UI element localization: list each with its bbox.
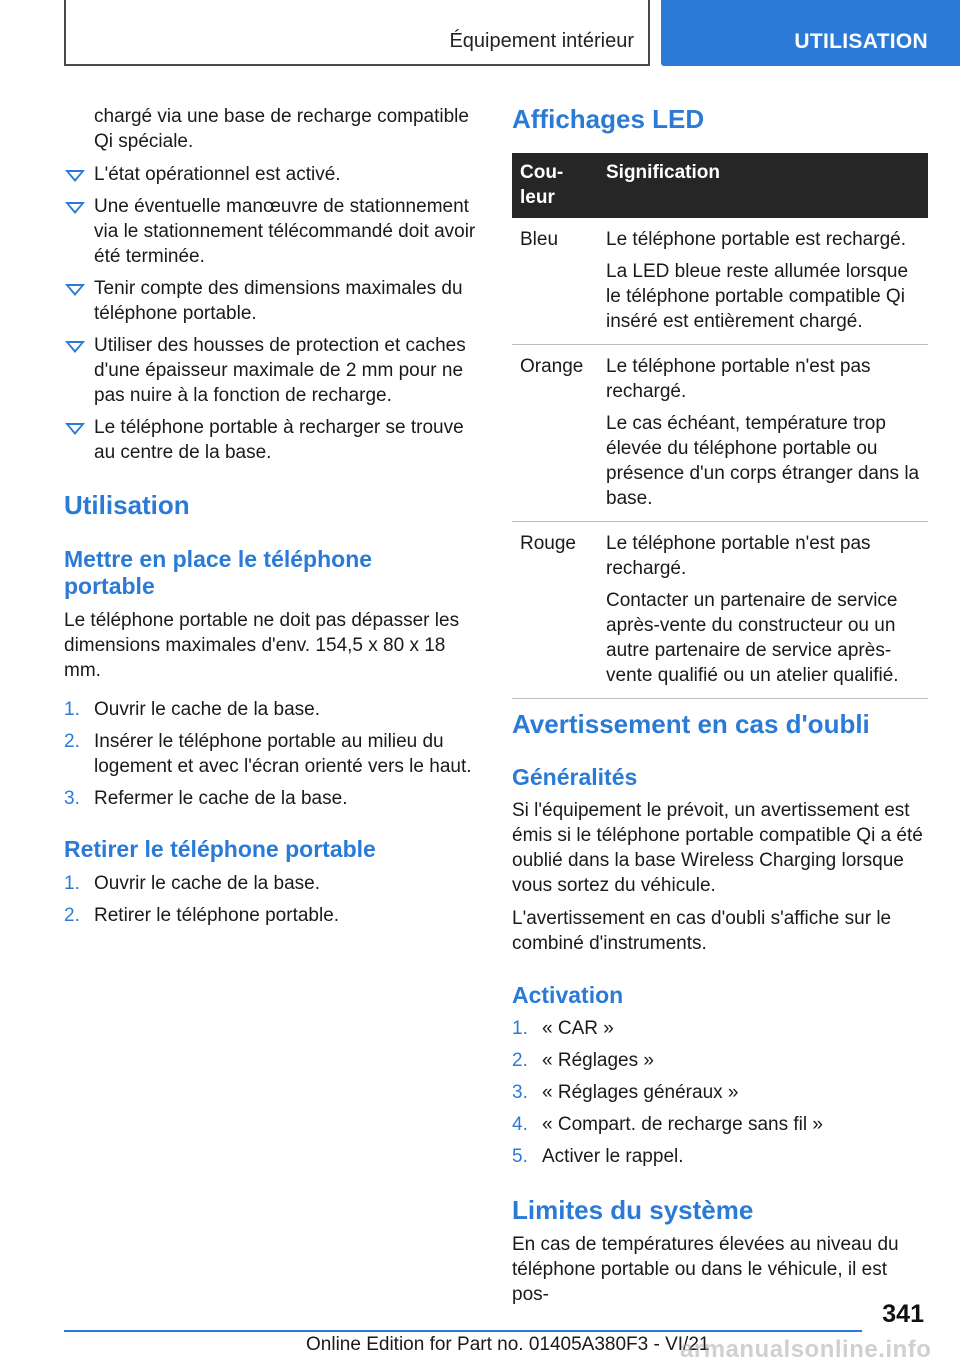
triangle-bullet-icon: [65, 341, 85, 353]
triangle-bullet-icon: [65, 423, 85, 435]
utilisation-heading: Utilisation: [64, 490, 190, 520]
general-paragraph-2: L'avertissement en cas d'oubli s'affiche sur le combiné d'instruments.: [512, 908, 892, 954]
list-item: 3. « Réglages généraux »: [512, 1082, 739, 1103]
list-item: 2. « Réglages »: [512, 1050, 654, 1071]
section-title: Équipement intérieur: [449, 30, 634, 52]
requirements-list: [64, 162, 478, 472]
table-row: [512, 522, 928, 699]
table-header-row: [512, 153, 928, 218]
list-item: Le téléphone portable à recharger se trouve au centre de la base.: [64, 415, 478, 465]
row-color: Rouge: [512, 522, 598, 699]
row-meaning: Le téléphone portable est rechargé. La LED bleue reste allumée lorsque le téléphone portable compatible Qi inséré est entièrement chargé.: [598, 218, 928, 345]
table-row: [512, 218, 928, 345]
list-item: Utiliser des housses de protection et caches d'une épaisseur maximale de 2 mm pour ne pas nuire à la fonction de recharge.: [64, 333, 478, 408]
table-row: [512, 345, 928, 522]
footer-divider: [64, 1330, 862, 1332]
col-header-color: Cou- leur: [512, 153, 598, 218]
list-item: 4. « Compart. de recharge sans fil »: [512, 1114, 823, 1135]
row-meaning: Le téléphone portable n'est pas rechargé. Contacter un partenaire de service après-vente du constructeur ou un autre partenaire de service après-vente qualifié ou un atelier qualifié.: [598, 522, 928, 699]
row-meaning: Le téléphone portable n'est pas rechargé. Le cas échéant, température trop élevée du téléphone portable ou présence d'un corps étranger dans la base.: [598, 345, 928, 522]
intro-continuation: chargé via une base de recharge compatible Qi spéciale.: [94, 106, 469, 152]
list-item: 1. Ouvrir le cache de la base.: [64, 873, 321, 894]
remove-steps: [64, 871, 478, 935]
triangle-bullet-icon: [65, 284, 85, 296]
watermark: armanualsonline.info: [680, 1336, 932, 1362]
list-item: 1. Ouvrir le cache de la base.: [64, 699, 321, 720]
chapter-tab: [661, 0, 960, 66]
list-item: 5. Activer le rappel.: [512, 1146, 684, 1167]
list-item: 1. « CAR »: [512, 1018, 614, 1039]
place-steps: [64, 697, 478, 818]
remove-heading: Retirer le téléphone portable: [64, 836, 376, 862]
page-header: [0, 0, 960, 66]
led-table: [512, 153, 928, 699]
edition-text: Online Edition for Part no. 01405A380F3 - VI/21: [306, 1334, 710, 1355]
list-item: 2. Retirer le téléphone portable.: [64, 905, 340, 926]
section-tab: [64, 0, 650, 66]
row-color: Orange: [512, 345, 598, 522]
led-heading: Affichages LED: [512, 104, 705, 134]
general-heading: Généralités: [512, 764, 638, 790]
col-header-meaning: Signification: [598, 153, 928, 218]
limits-text: En cas de températures élevées au niveau du téléphone portable ou dans le véhicule, il est pos-: [512, 1234, 899, 1305]
place-heading: Mettre en place le téléphone portable: [64, 546, 373, 599]
list-item: Une éventuelle manœuvre de stationnement via le stationnement télécommandé doit avoir été terminée.: [64, 194, 478, 269]
place-text: Le téléphone portable ne doit pas dépasser les dimensions maximales d'env. 154,5 x 80 x 18 mm.: [64, 610, 460, 681]
activation-steps: [512, 1016, 928, 1176]
list-item: L'état opérationnel est activé.: [64, 162, 478, 187]
page-number: 341: [882, 1300, 924, 1328]
chapter-title: UTILISATION: [794, 30, 928, 53]
activation-heading: Activation: [512, 982, 624, 1008]
list-item: 3. Refermer le cache de la base.: [64, 788, 348, 809]
list-item: Tenir compte des dimensions maximales du téléphone portable.: [64, 276, 478, 326]
warning-heading: Avertissement en cas d'oubli: [512, 709, 870, 739]
triangle-bullet-icon: [65, 202, 85, 214]
row-color: Bleu: [512, 218, 598, 345]
list-item: 2. Insérer le téléphone portable au milieu du logement et avec l'écran orienté vers le haut.: [64, 731, 472, 777]
triangle-bullet-icon: [65, 170, 85, 182]
general-paragraph-1: Si l'équipement le prévoit, un avertissement est émis si le téléphone portable compatible Qi a été oublié dans la base Wireless Charging lorsque vous sortez du véhicule.: [512, 800, 923, 896]
limits-heading: Limites du système: [512, 1195, 754, 1225]
